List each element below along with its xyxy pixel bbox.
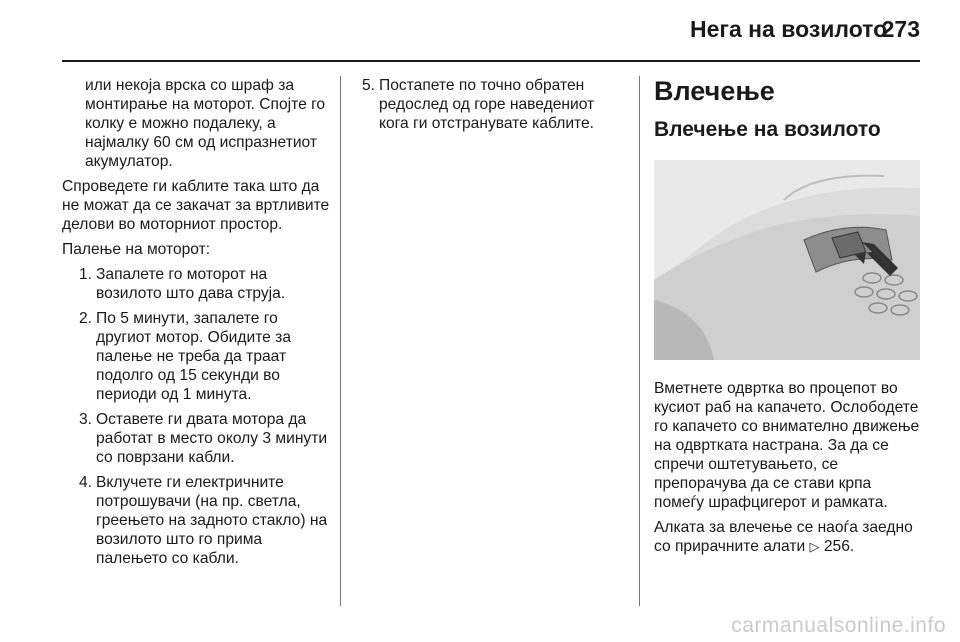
list-number: 3. [78, 411, 92, 428]
list-text: По 5 минути, запалете го другиот мотор. Обидите за палење не треба да траат подолго од 15 секунди во периоди од 1 минута. [96, 310, 291, 403]
list-number: 1. [78, 266, 92, 283]
list-item [62, 309, 330, 404]
list-item [62, 410, 330, 467]
page-number: 273 [881, 16, 920, 42]
header-rule [62, 60, 920, 62]
column-3 [654, 76, 924, 562]
section-heading: Влечење [654, 76, 775, 106]
intro-paragraph: или некоја врска со шраф за монтирање на моторот. Спојте го колку е можно подалеку, а најмалку 60 см од испразнетиот акумулатор. [85, 77, 326, 170]
column-divider-2 [639, 76, 640, 606]
list-item [356, 76, 628, 133]
towing-eye-location-paragraph [654, 518, 924, 556]
watermark: carmanualsonline.info [731, 614, 946, 637]
list-text: Запалете го моторот на возилото што дава струја. [96, 266, 286, 302]
engine-start-label: Палење на моторот: [62, 241, 211, 258]
list-item [62, 265, 330, 303]
column-divider-1 [340, 76, 341, 606]
column-1 [62, 76, 330, 574]
cover-removal-paragraph: Вметнете одвртка во процепот во кусиот раб на капачето. Ослободете го капачето со внимателно движење на одвртката настрана. За да се спречи оштетувањето, се препорачува да се стави крпа помеѓу шрафцигерот и рамката. [654, 380, 920, 511]
list-text: Постапете по точно обратен редослед од горе наведениот кога ги отстранувате каблите. [379, 77, 595, 132]
list-item [62, 473, 330, 568]
towing-eye-text: Алката за влечење се наоѓа заедно со прирачните алати [654, 519, 913, 555]
cable-routing-paragraph: Спроведете ги каблите така што да не можат да се закачат за вртливите делови во моторниот простор. [62, 178, 330, 233]
list-text: Оставете ги двата мотора да работат в место околу 3 минути со поврзани кабли. [96, 411, 328, 466]
page-reference[interactable]: 256. [823, 538, 855, 555]
header-title: Нега на возилото [690, 16, 888, 42]
page-reference-icon: ▷ [809, 539, 820, 554]
subsection-heading: Влечење на возилото [654, 118, 881, 141]
column-2 [356, 76, 628, 139]
list-number: 5. [361, 77, 375, 94]
list-text: Вклучете ги електричните потрошувачи (на пр. светла, греењето на задното стакло) на возилото што го прима палењето со кабли. [96, 474, 328, 567]
start-steps-list [62, 265, 330, 568]
towing-eye-cover-illustration [654, 160, 920, 360]
list-number: 2. [78, 310, 92, 327]
list-number: 4. [78, 474, 92, 491]
